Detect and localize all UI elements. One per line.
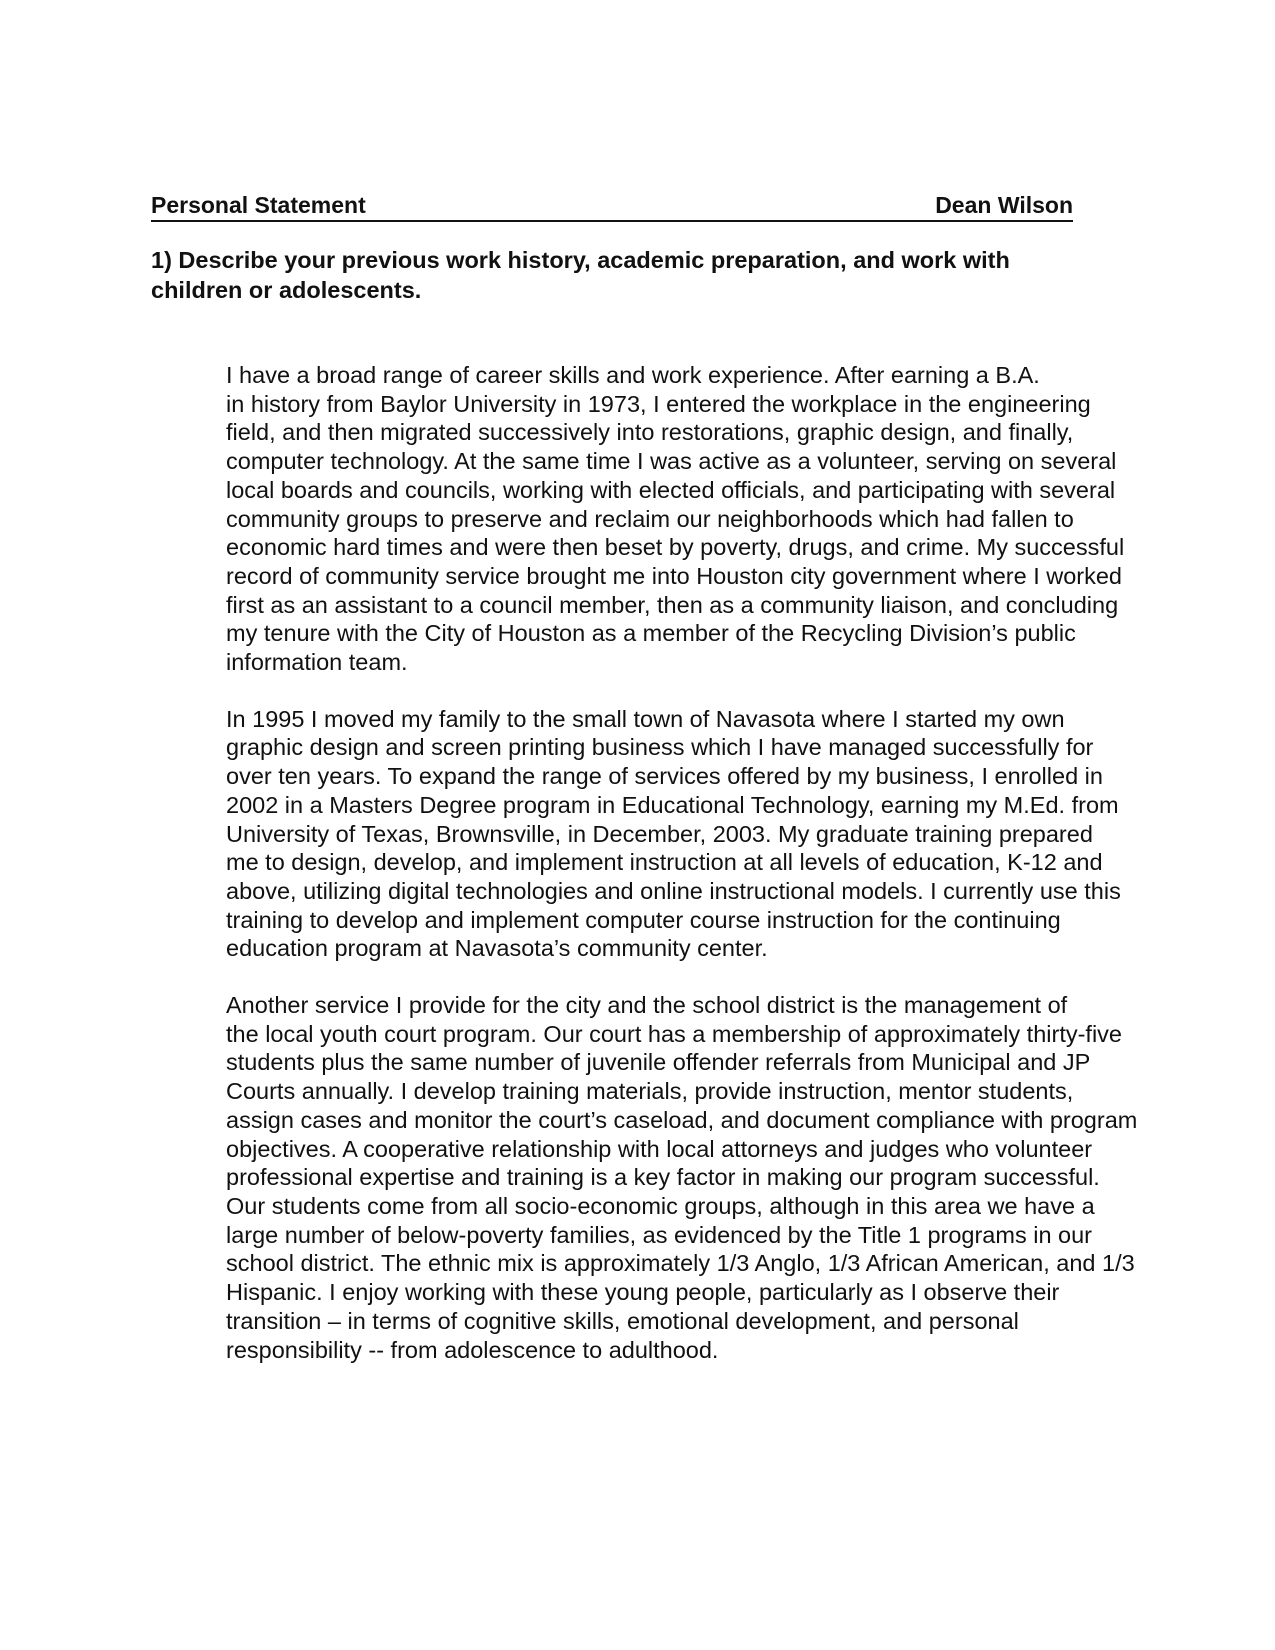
paragraph-line: University of Texas, Brownsville, in December, 2003. My graduate training prepared <box>226 820 1093 847</box>
paragraph-line: assign cases and monitor the court’s caseload, and document compliance with program <box>226 1106 1138 1133</box>
paragraph-text <box>151 991 1138 1364</box>
paragraph-text <box>151 705 1131 963</box>
paragraph-line: transition – in terms of cognitive skills, emotional development, and personal <box>226 1307 1019 1334</box>
paragraph-line: Hispanic. I enjoy working with these young people, particularly as I observe their <box>226 1279 1060 1306</box>
document-title: Personal Statement <box>151 192 366 218</box>
question-line: 1) Describe your previous work history, academic preparation, and work with <box>151 247 1010 273</box>
paragraph-line: Our students come from all socio-economic groups, although in this area we have a <box>226 1192 1095 1219</box>
paragraph-line: me to design, develop, and implement instruction at all levels of education, K-12 and <box>226 849 1103 876</box>
paragraph-line: over ten years. To expand the range of services offered by my business, I enrolled in <box>226 763 1103 790</box>
paragraph-line: community groups to preserve and reclaim our neighborhoods which had fallen to <box>226 505 1074 532</box>
paragraph-line: professional expertise and training is a key factor in making our program successful. <box>226 1164 1100 1191</box>
paragraph-line: economic hard times and were then beset by poverty, drugs, and crime. My successful <box>226 534 1125 561</box>
paragraph-line: computer technology. At the same time I was active as a volunteer, serving on several <box>226 448 1117 475</box>
paragraph-line: I have a broad range of career skills and work experience. After earning a B.A. <box>226 362 1040 388</box>
paragraph-line: school district. The ethnic mix is approximately 1/3 Anglo, 1/3 African American, and 1/3 <box>226 1250 1135 1277</box>
question-line: children or adolescents. <box>151 277 422 303</box>
paragraph-line: my tenure with the City of Houston as a member of the Recycling Division’s public <box>226 620 1076 647</box>
paragraph-line: local boards and councils, working with elected officials, and participating with several <box>226 476 1116 503</box>
paragraph-line: objectives. A cooperative relationship with local attorneys and judges who volunteer <box>226 1135 1093 1162</box>
paragraph-line: information team. <box>226 649 408 676</box>
paragraph-line: responsibility -- from adolescence to adulthood. <box>226 1336 719 1363</box>
paragraph-text <box>151 361 1131 677</box>
paragraph-line: in history from Baylor University in 1973, I entered the workplace in the engineering <box>226 390 1091 417</box>
paragraph-line: first as an assistant to a council member, then as a community liaison, and concluding <box>226 591 1119 618</box>
paragraph-line: the local youth court program. Our court has a membership of approximately thirty-five <box>226 1020 1122 1047</box>
paragraph-line: above, utilizing digital technologies and online instructional models. I currently use this <box>226 877 1121 904</box>
paragraph-line: record of community service brought me into Houston city government where I worked <box>226 562 1123 589</box>
paragraph-line: Another service I provide for the city and the school district is the management of <box>226 992 1068 1019</box>
document-header <box>151 190 1073 222</box>
paragraph-line: graphic design and screen printing business which I have managed successfully for <box>226 734 1094 761</box>
paragraph-line: 2002 in a Masters Degree program in Educational Technology, earning my M.Ed. from <box>226 791 1119 818</box>
paragraph-line: training to develop and implement computer course instruction for the continuing <box>226 906 1061 933</box>
paragraph-line: field, and then migrated successively into restorations, graphic design, and finally, <box>226 419 1074 446</box>
paragraph-1 <box>151 361 1131 677</box>
question-heading <box>151 245 1091 305</box>
paragraph-3 <box>151 991 1138 1364</box>
paragraph-line: In 1995 I moved my family to the small town of Navasota where I started my own <box>226 705 1065 732</box>
paragraph-line: students plus the same number of juvenile offender referrals from Municipal and JP <box>226 1049 1091 1076</box>
author-name: Dean Wilson <box>935 192 1073 218</box>
paragraph-2 <box>151 705 1131 963</box>
paragraph-line: large number of below-poverty families, as evidenced by the Title 1 programs in our <box>226 1221 1093 1248</box>
statement-body <box>151 361 1138 1392</box>
paragraph-line: education program at Navasota’s community center. <box>226 935 768 962</box>
paragraph-line: Courts annually. I develop training materials, provide instruction, mentor students, <box>226 1078 1074 1105</box>
